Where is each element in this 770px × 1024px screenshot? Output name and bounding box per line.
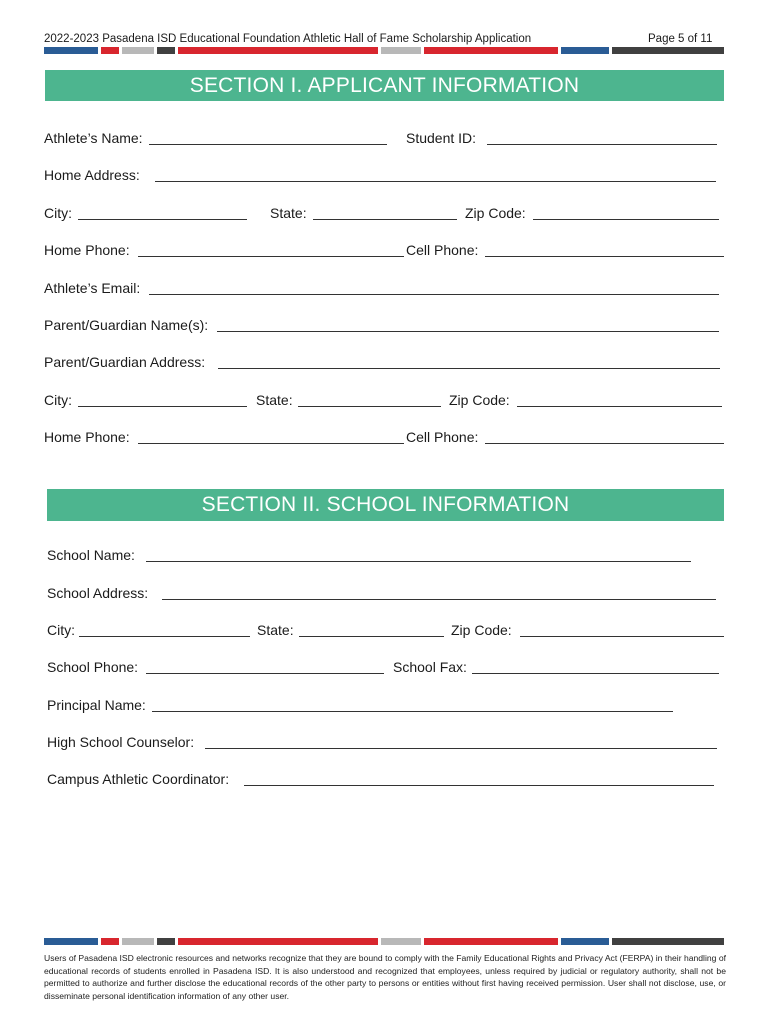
school-state-label: State:	[257, 622, 294, 638]
page-number: Page 5 of 11	[648, 33, 713, 45]
school-city-label: City:	[47, 622, 75, 638]
high-school-counselor-field[interactable]	[205, 748, 717, 749]
zip-code-label-2: Zip Code:	[449, 392, 510, 408]
athlete-name-field[interactable]	[149, 144, 387, 145]
ferpa-notice: Users of Pasadena ISD electronic resources and networks recognize that they are bound to comply with the Family Educational Rights and Privacy Act (FERPA) in their handling of educational records of students enrolled in Pasadena ISD. It is also understood and recognized that employees, unless required by judicial or regulatory authority, shall not be permitted to authorize and further disclose the educational records of the other party to persons or entities without first having received permission. User shall not disclose, use, or disseminate personal identification information of any other user.	[44, 953, 726, 1001]
parent-names-field[interactable]	[217, 331, 719, 332]
school-state-field[interactable]	[299, 636, 444, 637]
section-1-title: SECTION I. APPLICANT INFORMATION	[189, 73, 580, 97]
home-phone-field[interactable]	[138, 256, 404, 257]
parent-address-label: Parent/Guardian Address:	[44, 354, 206, 370]
principal-name-label: Principal Name:	[47, 697, 146, 713]
school-zip-field[interactable]	[520, 636, 724, 637]
home-phone-label-2: Home Phone:	[44, 429, 130, 445]
school-address-field[interactable]	[162, 599, 716, 600]
school-fax-field[interactable]	[472, 673, 719, 674]
school-city-field[interactable]	[79, 636, 250, 637]
home-address-label: Home Address:	[44, 167, 140, 183]
cell-phone-field[interactable]	[485, 256, 724, 257]
state-field[interactable]	[313, 219, 457, 220]
home-phone-label: Home Phone:	[44, 242, 130, 258]
city-field[interactable]	[78, 219, 247, 220]
state-field-2[interactable]	[298, 406, 441, 407]
student-id-field[interactable]	[487, 144, 717, 145]
campus-athletic-coordinator-label: Campus Athletic Coordinator:	[47, 771, 230, 787]
parent-names-label: Parent/Guardian Name(s):	[44, 317, 209, 333]
school-name-field[interactable]	[146, 561, 691, 562]
high-school-counselor-label: High School Counselor:	[47, 734, 195, 750]
school-name-label: School Name:	[47, 547, 135, 563]
student-id-label: Student ID:	[406, 130, 477, 146]
cell-phone-field-2[interactable]	[485, 443, 724, 444]
section-1-banner	[45, 70, 724, 101]
city-field-2[interactable]	[78, 406, 247, 407]
section-2-title: SECTION II. SCHOOL INFORMATION	[201, 493, 570, 516]
state-label-2: State:	[256, 392, 293, 408]
zip-code-label: Zip Code:	[465, 205, 526, 221]
city-label: City:	[44, 205, 72, 221]
school-phone-label: School Phone:	[47, 659, 139, 675]
city-label-2: City:	[44, 392, 72, 408]
campus-athletic-coordinator-field[interactable]	[244, 785, 714, 786]
document-header-title: 2022-2023 Pasadena ISD Educational Foundation Athletic Hall of Fame Scholarship Application	[44, 33, 532, 45]
athlete-email-field[interactable]	[149, 294, 719, 295]
principal-name-field[interactable]	[152, 711, 673, 712]
home-address-field[interactable]	[155, 181, 716, 182]
parent-address-field[interactable]	[218, 368, 720, 369]
athlete-name-label: Athlete’s Name:	[44, 130, 143, 146]
zip-code-field[interactable]	[533, 219, 719, 220]
cell-phone-label-2: Cell Phone:	[406, 429, 479, 445]
school-phone-field[interactable]	[146, 673, 384, 674]
school-address-label: School Address:	[47, 585, 149, 601]
school-fax-label: School Fax:	[393, 659, 467, 675]
athlete-email-label: Athlete’s Email:	[44, 280, 141, 296]
zip-code-field-2[interactable]	[517, 406, 722, 407]
school-zip-label: Zip Code:	[451, 622, 512, 638]
section-2-banner	[47, 489, 724, 521]
home-phone-field-2[interactable]	[138, 443, 404, 444]
state-label: State:	[270, 205, 307, 221]
cell-phone-label: Cell Phone:	[406, 242, 479, 258]
